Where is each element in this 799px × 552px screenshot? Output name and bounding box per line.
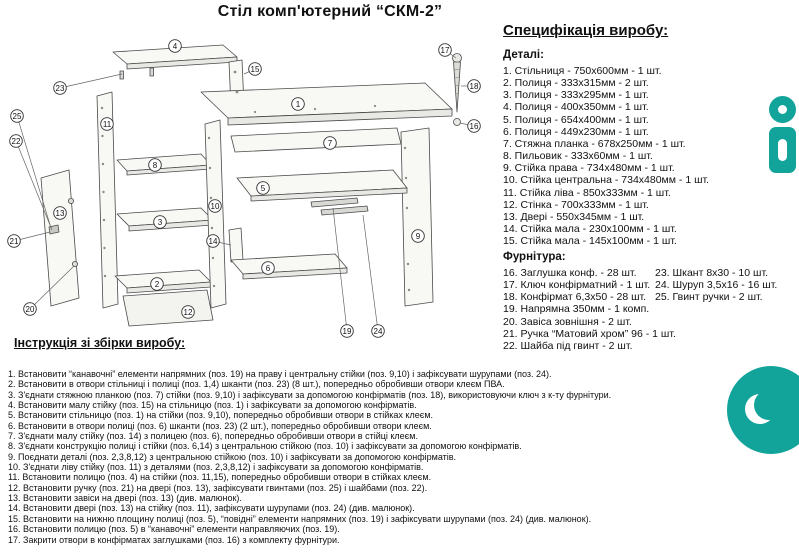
part-item: 1. Стільниця - 750х600мм - 1 шт. [503, 65, 662, 77]
specification-heading: Специфікація виробу: [503, 22, 669, 39]
diagram-callout-25 [11, 110, 24, 123]
hardware-list-right [655, 267, 777, 303]
hardware-item: 24. Шуруп 3,5х16 - 16 шт. [655, 279, 778, 292]
part-item: 9. Стійка права - 734х480мм - 1 шт. [503, 162, 675, 175]
panel-door [41, 170, 79, 306]
instruction-step: 8. З'єднати конструкцію полиці і стійки (поз. 6,14) з центральною стійкою (поз. 10) і зафіксувати за допомогою конфірматів. [8, 441, 522, 452]
watermark-crescent [745, 394, 775, 424]
panel-small-stand-14 [229, 228, 243, 262]
hardware-item: 16. Заглушка конф. - 28 шт. [503, 267, 637, 279]
watermark-badge-top [765, 96, 799, 176]
diagram-callout-13 [54, 207, 67, 220]
hardware-item: 20. Завіса зовнішня - 2 шт. [503, 315, 632, 328]
part-item: 10. Стійка центральна - 734х480мм - 1 шт. [503, 174, 710, 187]
diagram-callout-1 [292, 98, 305, 111]
watermark-bar [769, 127, 796, 173]
instruction-step: 7. З'єднати малу стійку (поз. 14) з полицею (поз. 6), попередньо обробивши отвори в стійці клеєм. [8, 431, 418, 442]
svg-text:16: 16 [469, 121, 479, 131]
svg-text:21: 21 [9, 236, 19, 246]
door-hinge [68, 198, 73, 203]
part-item: 12. Стінка - 700х333мм - 1 шт. [503, 198, 649, 211]
screw-head [453, 54, 462, 63]
specification-panel [503, 22, 799, 362]
instruction-step: 9. Поєднати деталі (поз. 2,3,8,12) з центральною стійкою (поз. 10) і зафіксувати за допомогою конфірматів. [8, 451, 457, 462]
diagram-callout-11 [101, 118, 114, 131]
watermark-dot [769, 96, 796, 123]
svg-text:14: 14 [208, 236, 218, 246]
diagram-callout-18 [468, 80, 481, 93]
diagram-panels [41, 45, 462, 326]
hardware-item: 22. Шайба під гвинт - 2 шт. [503, 339, 633, 352]
instruction-step: 17. Закрити отвори в конфірматах заглушками (поз. 16) з комплекту фурнітури. [8, 534, 340, 545]
part-item: 15. Стійка мала - 145х100мм - 1 шт. [503, 235, 677, 248]
diagram-callout-23 [54, 82, 67, 95]
dowel-peg [150, 68, 154, 76]
hardware-item: 23. Шкант 8х30 - 10 шт. [655, 267, 769, 279]
diagram-callout-9 [412, 230, 425, 243]
panel-right-upright [401, 128, 433, 306]
diagram-callout-16 [468, 120, 481, 133]
diagram-callout-3 [154, 216, 167, 229]
part-item: 8. Пильовик - 333х60мм - 1 шт. [503, 150, 653, 163]
hardware-item: 17. Ключ конфірматний - 1 шт. [503, 279, 651, 292]
svg-text:17: 17 [440, 45, 450, 55]
part-item: 13. Двері - 550х345мм - 1 шт. [503, 210, 645, 223]
instruction-step: 1. Встановити “канавочні” елементи напрямних (поз. 19) на праву і центральну стійки (поз. 9,10) і зафіксувати шурупами (поз. 24). [8, 369, 552, 379]
svg-text:1: 1 [295, 99, 301, 109]
instruction-step: 11. Встановити полицю (поз. 4) на стійки (поз. 11,15), попередньо обробивши отвори в стійках клеєм. [8, 472, 432, 483]
diagram-callout-14 [207, 235, 220, 248]
svg-text:2: 2 [154, 279, 160, 289]
diagram-callout-19 [341, 325, 354, 338]
svg-text:13: 13 [55, 208, 65, 218]
slide-rail [321, 206, 368, 215]
svg-text:9: 9 [415, 231, 421, 241]
hardware-item: 21. Ручка “Матовий хром” 96 - 1 шт. [503, 327, 676, 340]
diagram-callout-12 [182, 306, 195, 319]
svg-text:20: 20 [25, 304, 35, 314]
svg-text:5: 5 [260, 183, 266, 193]
svg-text:3: 3 [157, 217, 163, 227]
diagram-callout-10 [209, 200, 222, 213]
svg-text:22: 22 [11, 136, 21, 146]
part-item: 11. Стійка ліва - 850х333мм - 1 шт. [503, 186, 671, 199]
svg-text:15: 15 [250, 64, 260, 74]
diagram-callout-15 [249, 63, 262, 76]
details-heading: Деталі: [503, 49, 544, 61]
part-item: 2. Полиця - 333х315мм - 2 шт. [503, 77, 649, 90]
part-item: 7. Стяжна планка - 678х250мм - 1 шт. [503, 137, 686, 150]
instruction-step: 14. Встановити двері (поз. 13) на стійку (поз. 11), зафіксувати шурупами (поз. 24) (див. малюнок). [8, 503, 415, 514]
instruction-step: 6. Встановити в отвори полиці (поз. 6) шканти (поз. 23) (2 шт.), попередньо обробивши отвори клеєм. [8, 420, 432, 431]
svg-text:7: 7 [327, 138, 333, 148]
instruction-step: 13. Встановити завіси на двері (поз. 13) (див. малюнок). [8, 493, 242, 504]
diagram-callout-6 [262, 262, 275, 275]
diagram-callout-20 [24, 303, 37, 316]
instruction-steps [8, 369, 796, 545]
svg-text:6: 6 [265, 263, 271, 273]
instruction-step: 16. Встановити полицю (поз. 5) в “канавочні” елементи направляючих (поз. 19). [8, 524, 340, 535]
svg-text:10: 10 [210, 201, 220, 211]
diagram-callout-4 [169, 40, 182, 53]
instruction-step: 12. Встановити ручку (поз. 21) на двері (поз. 13), зафіксувати гвинтами (поз. 25) і шайбами (поз. 22). [8, 482, 428, 493]
hardware-heading: Фурнітура: [503, 251, 566, 263]
dowel-peg [120, 71, 124, 79]
part-item: 3. Полиця - 333х295мм - 1 шт. [503, 89, 649, 102]
slide-rail [311, 198, 358, 207]
assembly-diagram [5, 36, 505, 346]
diagram-callout-5 [257, 182, 270, 195]
parts-list [503, 65, 799, 247]
instruction-step: 2. Встановити в отвори стільниці і полиці (поз. 1,4) шканти (поз. 23) (8 шт.), попередньо обробивши отвори клеєм ПВА. [8, 379, 505, 390]
diagram-callout-2 [151, 278, 164, 291]
svg-text:8: 8 [152, 160, 158, 170]
svg-text:4: 4 [172, 41, 178, 51]
svg-text:12: 12 [183, 307, 193, 317]
door-hinge [72, 261, 77, 266]
instruction-step: 3. З'єднати стяжною планкою (поз. 7) стійки (поз. 9,10) і зафіксувати за допомогою конфірматів (поз. 18), використовуючи ключ з к-ту фурнітури. [8, 389, 612, 400]
diagram-callout-21 [8, 235, 21, 248]
page-title: Стіл комп'ютерний “СКМ-2” [217, 3, 443, 20]
diagram-callout-24 [372, 325, 385, 338]
hardware-list-left [503, 267, 676, 352]
hardware-item: 25. Гвинт ручки - 2 шт. [655, 291, 763, 304]
instruction-step: 10. З'єднати ліву стійку (поз. 11) з деталями (поз. 2,3,8,12) і зафіксувати за допомогою конфірматів. [8, 462, 424, 473]
part-item: 14. Стійка мала - 230х100мм - 1 шт. [503, 223, 677, 236]
panel-back-wall [123, 290, 213, 326]
panel-tie-plank [231, 128, 401, 152]
svg-text:23: 23 [55, 83, 65, 93]
diagram-callout-17 [439, 44, 452, 57]
instructions-heading: Інструкція зі збірки виробу: [14, 336, 186, 350]
diagram-callout-7 [324, 137, 337, 150]
svg-text:11: 11 [102, 119, 112, 129]
instruction-step: 5. Встановити стільницю (поз. 1) на стійки (поз. 9,10), попередньо обробивши отвори в стійках клеєм. [8, 410, 434, 421]
svg-text:18: 18 [469, 81, 479, 91]
part-item: 6. Полиця - 449х230мм - 1 шт. [503, 125, 649, 138]
hardware-item: 18. Конфірмат 6,3х50 - 28 шт. [503, 291, 647, 304]
svg-text:24: 24 [373, 326, 383, 336]
hardware-item: 19. Напрямна 350мм - 1 комп. [503, 303, 650, 316]
svg-text:19: 19 [342, 326, 352, 336]
screw-cap [454, 119, 461, 126]
diagram-callout-8 [149, 159, 162, 172]
diagram-callout-22 [10, 135, 23, 148]
instruction-step: 4. Встановити малу стійку (поз. 15) на стільницю (поз. 1) і зафіксувати за допомогою конфірматів. [8, 400, 417, 411]
part-item: 5. Полиця - 654х400мм - 1 шт. [503, 113, 649, 126]
svg-text:25: 25 [12, 111, 22, 121]
part-item: 4. Полиця - 400х350мм - 1 шт. [503, 101, 649, 114]
instruction-step: 15. Встановити на нижню площину полиці (поз. 5), “повідні” елементи напрямних (поз. 19) і зафіксувати шурупами (поз. 24) (див. малюнок). [8, 513, 592, 524]
